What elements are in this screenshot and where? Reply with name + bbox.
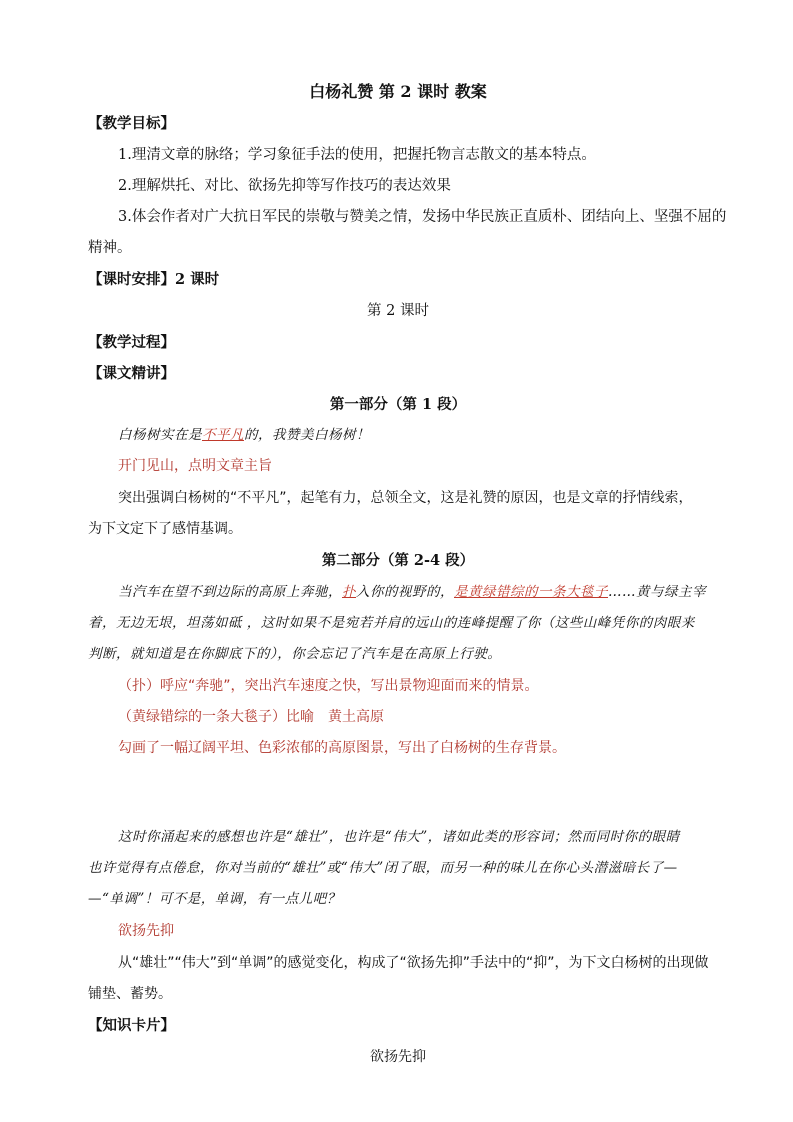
part1-quote-text-end: 的，我赞美白杨树！ xyxy=(244,427,370,443)
part2-note-3: 勾画了一幅辽阔平坦、色彩浓郁的高原图景，写出了白杨树的生存背景。 xyxy=(118,740,566,756)
part2-quote-underlined-2: 是黄绿错综的一条大毯子 xyxy=(454,584,608,600)
part1-heading: 第一部分（第 1 段） xyxy=(329,396,467,413)
part2-quote-line-4: 这时你涌起来的感想也许是“雄壮”，也许是“伟大”，诸如此类的形容词；然而同时你的眼睛 xyxy=(118,829,680,845)
part2-quote-text-mid: 入你的视野的， xyxy=(356,584,454,600)
part2-quote-line-5: 也许觉得有点倦怠，你对当前的“雄壮”或“伟大”闭了眼，而另一种的味儿在你心头潜滋暗长了— xyxy=(88,860,678,876)
goals-heading: 【教学目标】 xyxy=(88,115,175,132)
part2-quote-line-6: —“单调”！可不是，单调，有一点儿吧？ xyxy=(88,891,341,907)
part2-quote-underlined-1: 扑 xyxy=(342,584,356,600)
part2-note-1: （扑）呼应“奔驰”，突出汽车速度之快，写出景物迎面而来的情景。 xyxy=(118,678,539,694)
part2-quote-text-end: ……黄与绿主宰 xyxy=(608,584,706,600)
goal-2: 2.理解烘托、对比、欲扬先抑等写作技巧的表达效果 xyxy=(118,178,451,194)
card-heading: 【知识卡片】 xyxy=(88,1017,175,1034)
goal-3-line-1: 3.体会作者对广大抗日军民的崇敬与赞美之情，发扬中华民族正直质朴、团结向上、坚强不屈的 xyxy=(118,209,727,225)
process-heading: 【教学过程】 xyxy=(88,334,175,351)
part2-quote-text: 当汽车在望不到边际的高原上奔驰， xyxy=(118,584,342,600)
schedule-heading: 【课时安排】2 课时 xyxy=(88,271,220,288)
goal-3-line-2: 精神。 xyxy=(88,240,132,256)
part2-explanation-line-1: 从“雄壮”“伟大”到“单调”的感觉变化，构成了“欲扬先抑”手法中的“抑”，为下文白杨树的出现做 xyxy=(118,955,709,971)
part2-quote-line-3: 判断，就知道是在你脚底下的），你会忘记了汽车是在高原上行驶。 xyxy=(88,646,502,662)
page-title: 白杨礼赞 第 2 课时 教案 xyxy=(309,82,487,101)
part2-explanation-line-2: 铺垫、蓄势。 xyxy=(88,986,172,1002)
part1-note: 开门见山，点明文章主旨 xyxy=(118,458,272,474)
part2-quote-line-1 xyxy=(118,582,708,602)
card-title: 欲扬先抑 xyxy=(370,1049,426,1065)
part1-explanation-line-1: 突出强调白杨树的“不平凡”，起笔有力，总领全文，这是礼赞的原因，也是文章的抒情线索， xyxy=(118,490,693,506)
goal-1: 1.理清文章的脉络；学习象征手法的使用，把握托物言志散文的基本特点。 xyxy=(118,147,596,163)
part1-quote xyxy=(118,425,708,445)
part1-quote-text: 白杨树实在是 xyxy=(118,427,202,443)
part2-note-4: 欲扬先抑 xyxy=(118,923,174,939)
part2-quote-line-2: 着，无边无垠，坦荡如砥 ，这时如果不是宛若并肩的远山的连峰提醒了你（这些山峰凭你的肉眼来 xyxy=(88,615,695,631)
part1-quote-underlined: 不平凡 xyxy=(202,427,244,443)
text-heading: 【课文精讲】 xyxy=(88,365,175,382)
part2-heading: 第二部分（第 2-4 段） xyxy=(321,552,475,569)
part2-note-2: （黄绿错综的一条大毯子）比喻 黄土高原 xyxy=(118,709,384,725)
lesson-label: 第 2 课时 xyxy=(367,303,429,319)
part1-explanation-line-2: 为下文定下了感情基调。 xyxy=(88,521,242,537)
